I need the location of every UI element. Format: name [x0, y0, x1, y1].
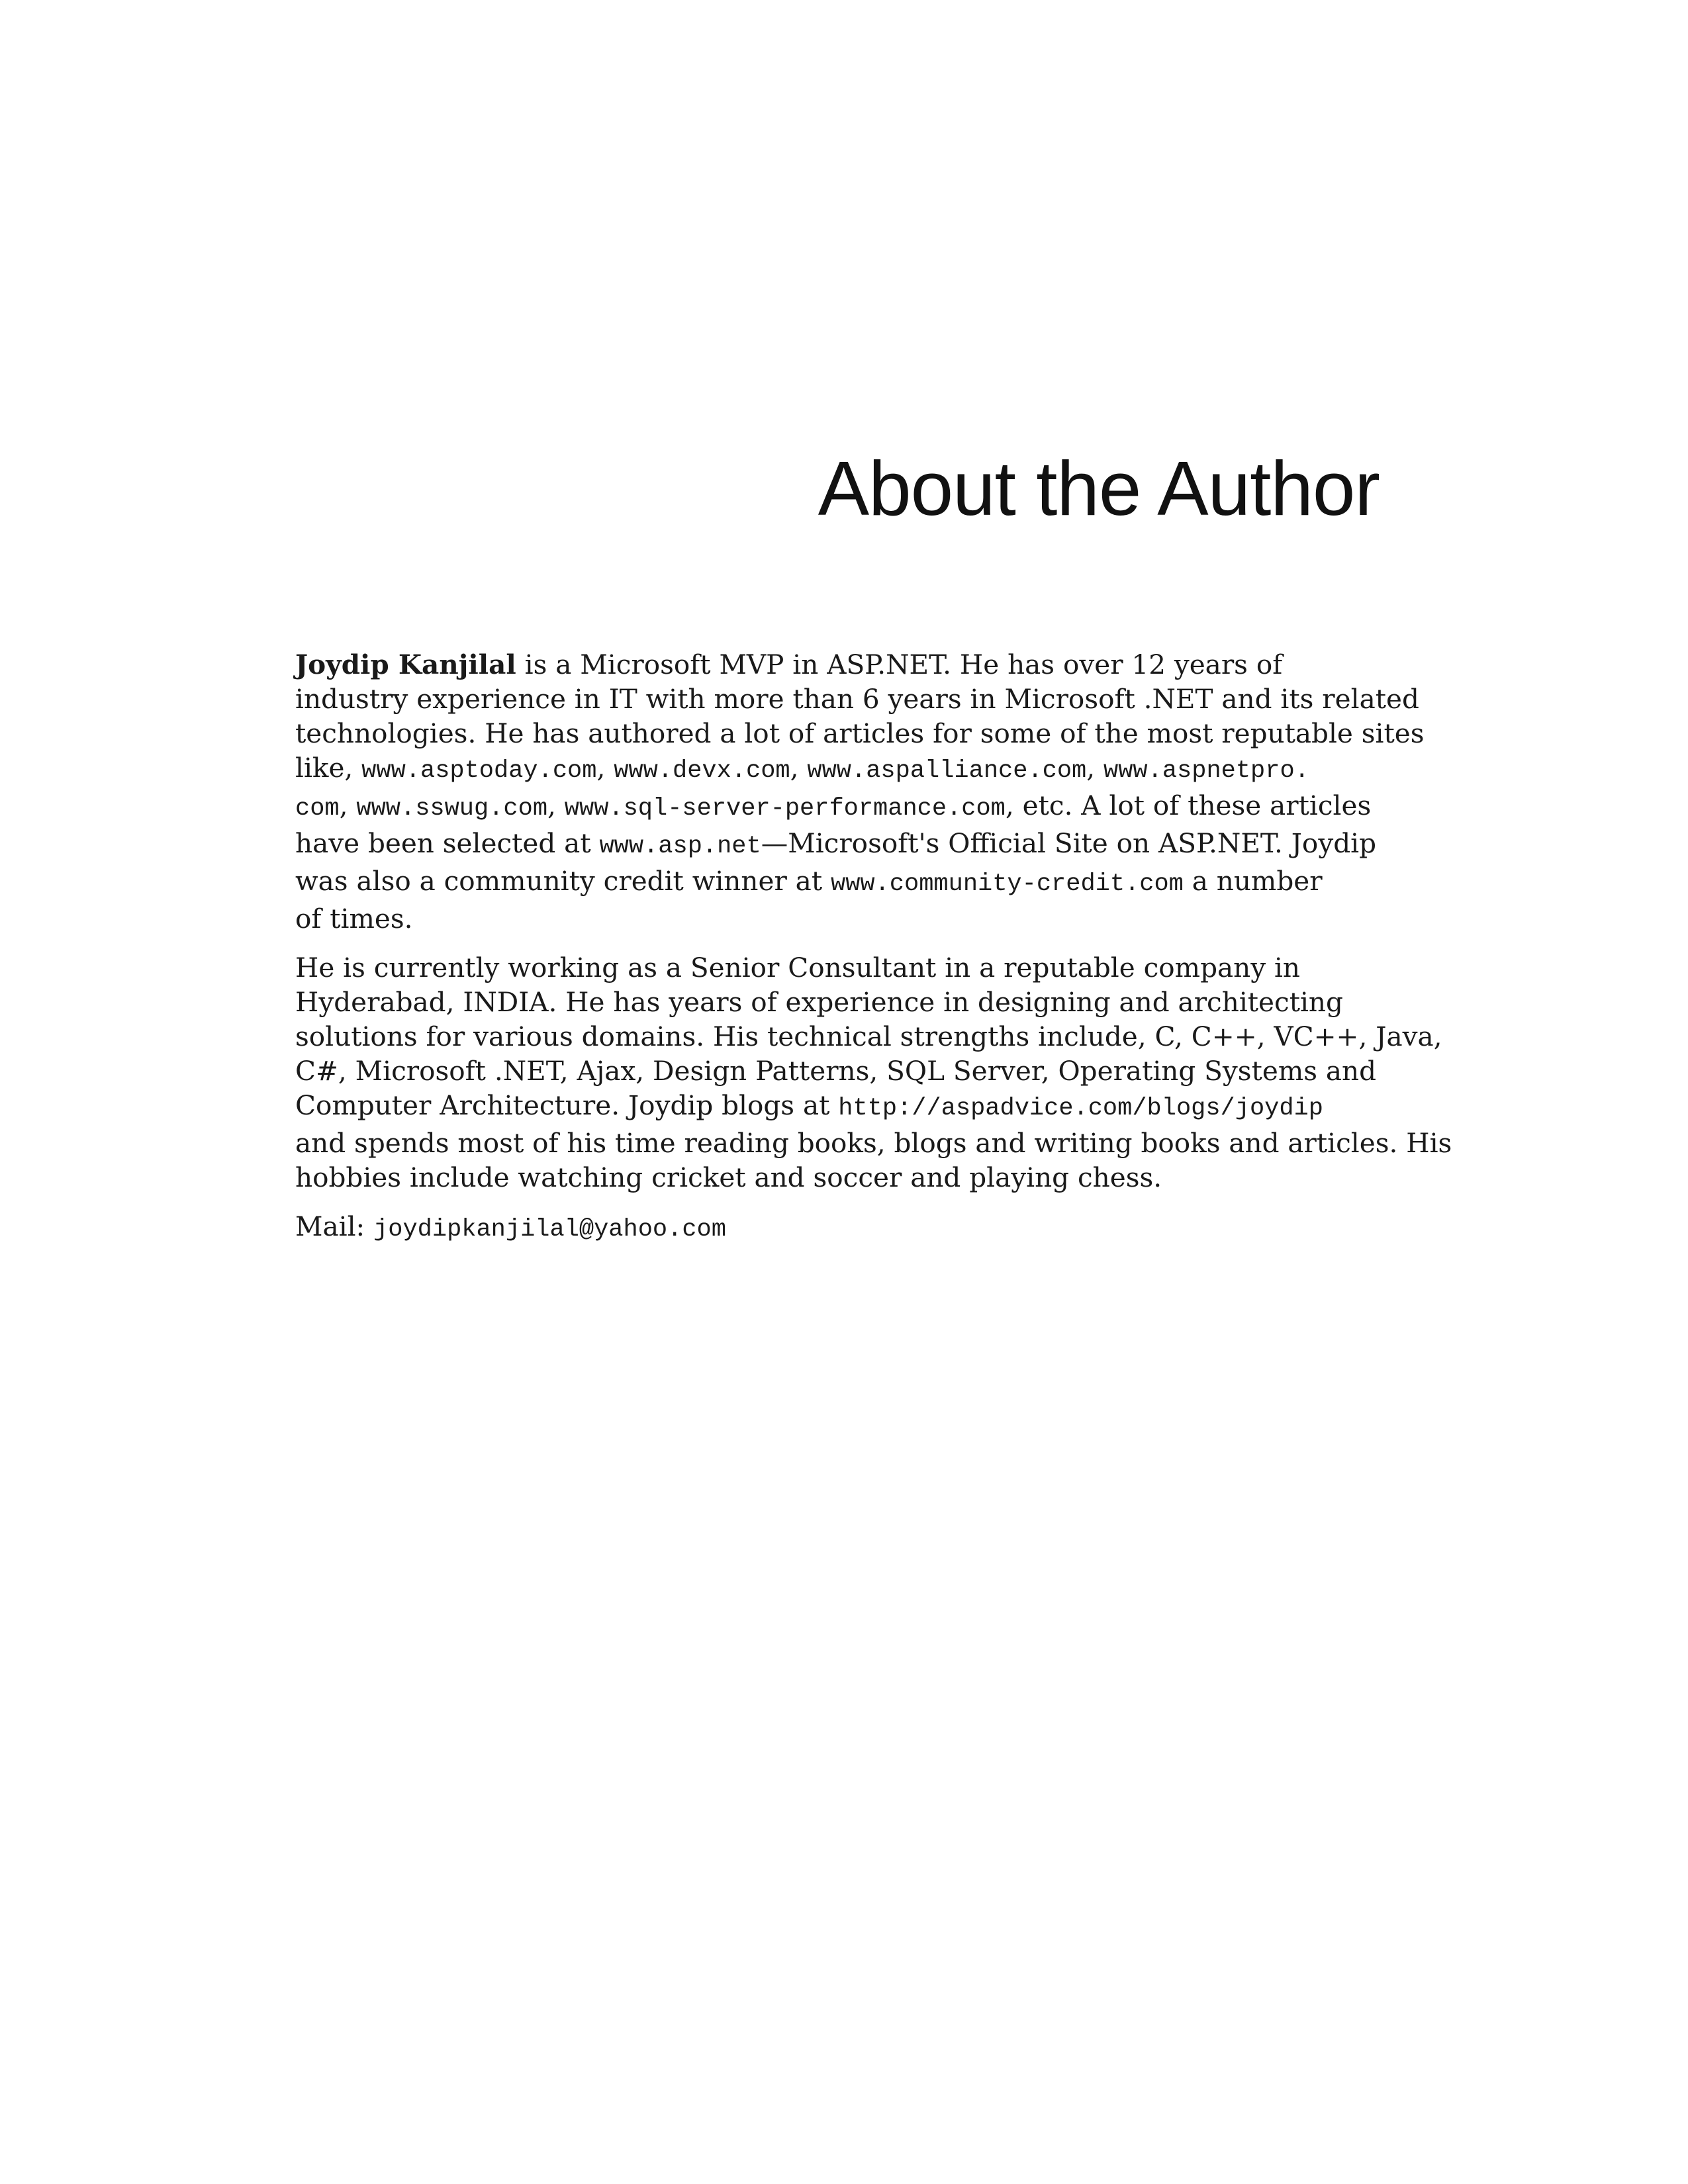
- career-line-2: Hyderabad, INDIA. He has years of experience in designing and architecting: [295, 986, 1343, 1018]
- career-line-4: C#, Microsoft .NET, Ajax, Design Patterns, SQL Server, Operating Systems and: [295, 1055, 1377, 1087]
- career-line-7: hobbies include watching cricket and soccer and playing chess.: [295, 1161, 1162, 1193]
- mail-paragraph: [295, 1209, 1381, 1247]
- bio-text: have been selected at: [295, 827, 600, 859]
- link-aspalliance[interactable]: www.aspalliance.com: [807, 757, 1087, 785]
- bio-text: —Microsoft's Official Site on ASP.NET. Joydip: [761, 827, 1377, 859]
- link-aspnetpro[interactable]: www.aspnetpro.: [1103, 757, 1309, 785]
- career-line-3: solutions for various domains. His technical strengths include, C, C++, VC++, Java,: [295, 1021, 1442, 1052]
- separator: ,: [1086, 752, 1104, 784]
- link-asptoday[interactable]: www.asptoday.com: [361, 757, 597, 785]
- bio-line-6: [295, 826, 1381, 864]
- separator: ,: [547, 790, 565, 821]
- bio-line-8: of times.: [295, 903, 413, 934]
- author-name: Joydip Kanjilal: [295, 649, 516, 680]
- link-blog[interactable]: http://aspadvice.com/blogs/joydip: [838, 1095, 1323, 1122]
- bio-line-2: industry experience in IT with more than 6 years in Microsoft .NET and its related: [295, 683, 1419, 715]
- career-line-1: He is currently working as a Senior Consultant in a reputable company in: [295, 952, 1301, 983]
- bio-line-4: [295, 751, 1381, 788]
- bio-text: like,: [295, 752, 362, 784]
- link-devx[interactable]: www.devx.com: [614, 757, 790, 785]
- mail-line: [295, 1209, 1381, 1247]
- link-aspnetpro-cont[interactable]: com: [295, 795, 340, 823]
- bio-line-3: technologies. He has authored a lot of articles for some of the most reputable sites: [295, 717, 1425, 749]
- link-community-credit[interactable]: www.community-credit.com: [830, 870, 1184, 898]
- link-sswug[interactable]: www.sswug.com: [356, 795, 548, 823]
- separator: ,: [790, 752, 808, 784]
- separator: ,: [339, 790, 357, 821]
- author-bio-body: [295, 647, 1452, 1261]
- separator: ,: [596, 752, 614, 784]
- link-sql-server-performance[interactable]: www.sql-server-performance.com: [564, 795, 1006, 823]
- bio-text: was also a community credit winner at: [295, 865, 831, 897]
- bio-text: a number: [1183, 865, 1323, 897]
- mail-address-link[interactable]: joydipkanjilal@yahoo.com: [373, 1216, 726, 1244]
- career-line-6: and spends most of his time reading books, blogs and writing books and articles. His: [295, 1127, 1452, 1159]
- career-line-5: [295, 1088, 1381, 1126]
- page-title: About the Author: [818, 445, 1380, 531]
- bio-paragraph: [295, 647, 1425, 936]
- link-aspnet[interactable]: www.asp.net: [599, 833, 761, 860]
- bio-line-7: [295, 864, 1381, 901]
- bio-line-5: [295, 788, 1381, 826]
- career-paragraph: [295, 950, 1452, 1195]
- bio-line-1: [295, 647, 1381, 682]
- bio-text: , etc. A lot of these articles: [1005, 790, 1372, 821]
- bio-text: is a Microsoft MVP in ASP.NET. He has over 12 years of: [516, 649, 1283, 680]
- career-text: Computer Architecture. Joydip blogs at: [295, 1089, 839, 1121]
- mail-label: Mail:: [295, 1210, 374, 1242]
